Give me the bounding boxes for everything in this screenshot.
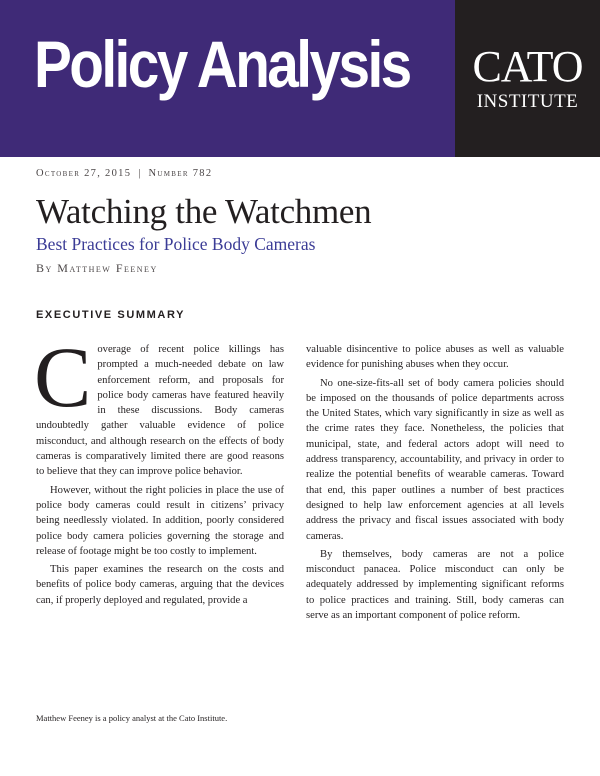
- cato-institute-logo: [455, 0, 600, 157]
- summary-column-left: [34, 329, 284, 611]
- summary-paragraph: However, without the right policies in place the use of police body cameras could result in citizens’ privacy being needlessly violated. In addition, poorly considered police body camera policies governing the storage and release of footage might be too costly to implement.: [36, 484, 284, 557]
- author-byline: By Matthew Feeney: [36, 261, 158, 275]
- summary-paragraph: This paper examines the research on the costs and benefits of police body cameras, arguing that the devices can, if properly deployed and regulated, provide a: [36, 564, 284, 606]
- logo-wordmark: CATO: [472, 42, 583, 91]
- paragraph-text: overage of recent police killings has prompted a much-needed debate on law enforcement reform, and proposals for police body cameras have featured heavily in these discussions. Body cameras undoubtedly gather valuable evidence of police misconduct, and although research on the effects of body cameras is comparatively limited there are good reasons to believe that they can improve police behavior.: [36, 344, 284, 478]
- meta-separator: |: [138, 168, 142, 179]
- summary-column-right: [306, 342, 564, 626]
- header-banner: [0, 0, 455, 157]
- summary-paragraph: [34, 329, 284, 480]
- publication-date: October 27, 2015: [36, 168, 132, 179]
- series-title: Policy Analysis: [34, 27, 410, 101]
- section-heading: EXECUTIVE SUMMARY: [36, 309, 186, 321]
- logo-subtext: INSTITUTE: [476, 91, 579, 112]
- issue-number: Number 782: [148, 168, 213, 179]
- author-footnote: Matthew Feeney is a policy analyst at the Cato Institute.: [36, 713, 228, 723]
- document-title: Watching the Watchmen: [36, 192, 372, 231]
- drop-cap: C: [34, 329, 92, 425]
- summary-paragraph: valuable disincentive to police abuses as well as valuable evidence for punishing abuses when they occur.: [306, 344, 564, 371]
- document-subtitle: Best Practices for Police Body Cameras: [36, 234, 316, 254]
- summary-paragraph: No one-size-fits-all set of body camera policies should be imposed on the thousands of police departments across the United States, which vary significantly in size as well as the crime rates they face. Nonetheless, the policies that municipal, state, and federal actors adopt will need to address transparency, accountability, and privacy in order to realize the potential benefits of wearable cameras. Toward that end, this paper outlines a number of best practices designed to help law enforcement agencies at all levels address the privacy and fiscal issues associated with body cameras.: [306, 377, 564, 542]
- issue-meta: [36, 168, 212, 179]
- summary-paragraph: By themselves, body cameras are not a police misconduct panacea. Police misconduct can only be adequately addressed by implementing significant reforms to police practices and training. Still, body cameras can serve as an important component of police reform.: [306, 548, 564, 622]
